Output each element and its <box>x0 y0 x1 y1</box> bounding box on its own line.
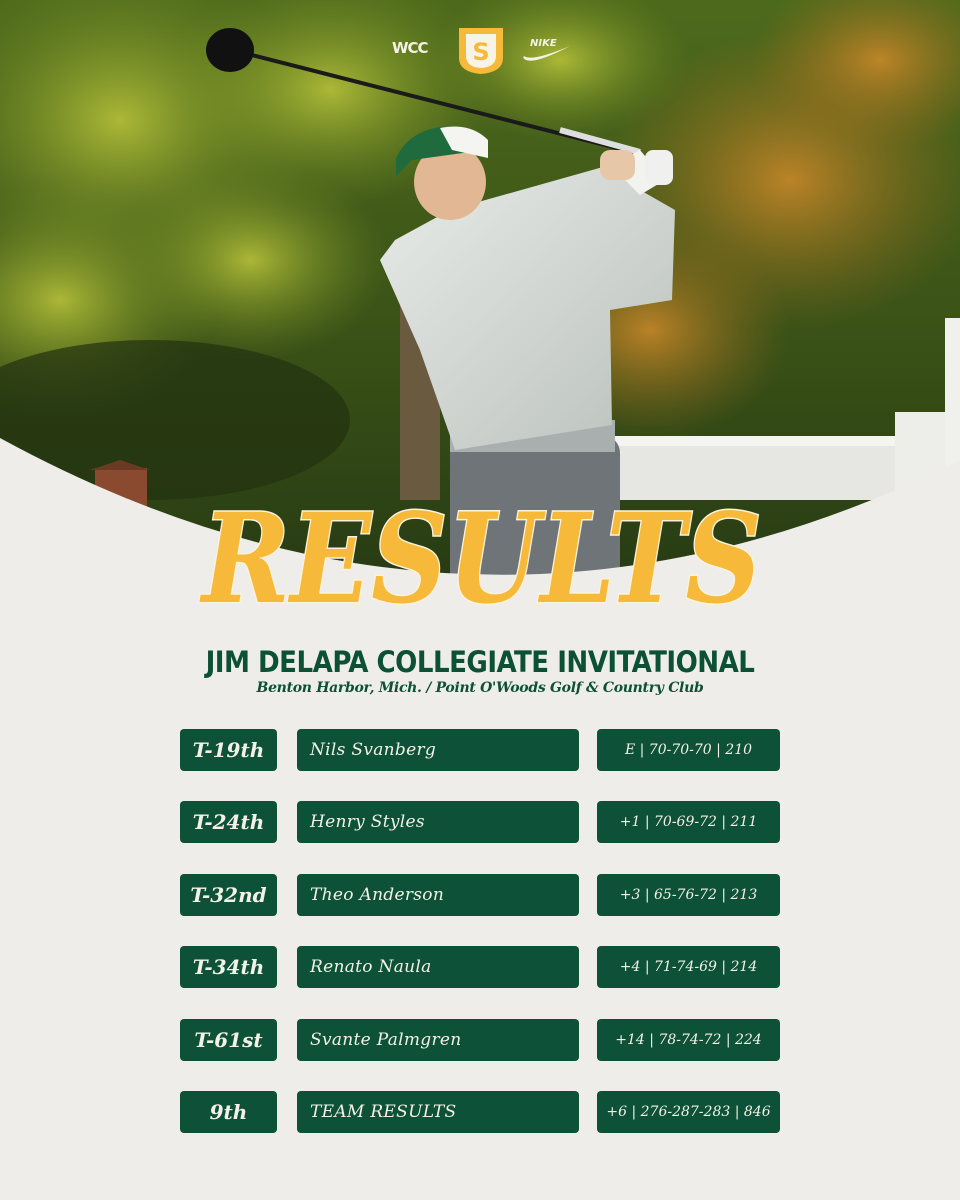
svg-text:RESULTS: RESULTS <box>199 487 762 632</box>
svg-text:S: S <box>472 38 490 66</box>
team-result-row <box>0 1091 960 1135</box>
svg-text:NIKE: NIKE <box>530 38 557 49</box>
results-headline <box>0 482 960 632</box>
nike-logo <box>522 34 572 64</box>
logo-bar <box>0 26 960 78</box>
placing-badge: T-32nd <box>180 874 277 916</box>
team-label: TEAM RESULTS <box>297 1091 579 1133</box>
event-subtitle: Benton Harbor, Mich. / Point O'Woods Golf & Country Club <box>256 680 704 696</box>
player-name: Theo Anderson <box>297 874 579 916</box>
placing-badge: T-19th <box>180 729 277 771</box>
usf-logo <box>455 26 507 76</box>
event-title: JIM DELAPA COLLEGIATE INVITATIONAL <box>205 645 755 679</box>
result-row <box>0 874 960 918</box>
player-name: Nils Svanberg <box>297 729 579 771</box>
result-row <box>0 1019 960 1063</box>
placing-badge: T-24th <box>180 801 277 843</box>
result-row <box>0 729 960 773</box>
result-row <box>0 946 960 990</box>
player-name: Henry Styles <box>297 801 579 843</box>
team-score: +6 | 276-287-283 | 846 <box>597 1091 780 1133</box>
team-placing-badge: 9th <box>180 1091 277 1133</box>
player-name: Renato Naula <box>297 946 579 988</box>
placing-badge: T-61st <box>180 1019 277 1061</box>
player-score: +14 | 78-74-72 | 224 <box>597 1019 780 1061</box>
player-score: +4 | 71-74-69 | 214 <box>597 946 780 988</box>
player-name: Svante Palmgren <box>297 1019 579 1061</box>
player-score: +3 | 65-76-72 | 213 <box>597 874 780 916</box>
player-score: E | 70-70-70 | 210 <box>597 729 780 771</box>
result-row <box>0 801 960 845</box>
player-score: +1 | 70-69-72 | 211 <box>597 801 780 843</box>
wcc-logo: WCC <box>392 39 428 57</box>
placing-badge: T-34th <box>180 946 277 988</box>
